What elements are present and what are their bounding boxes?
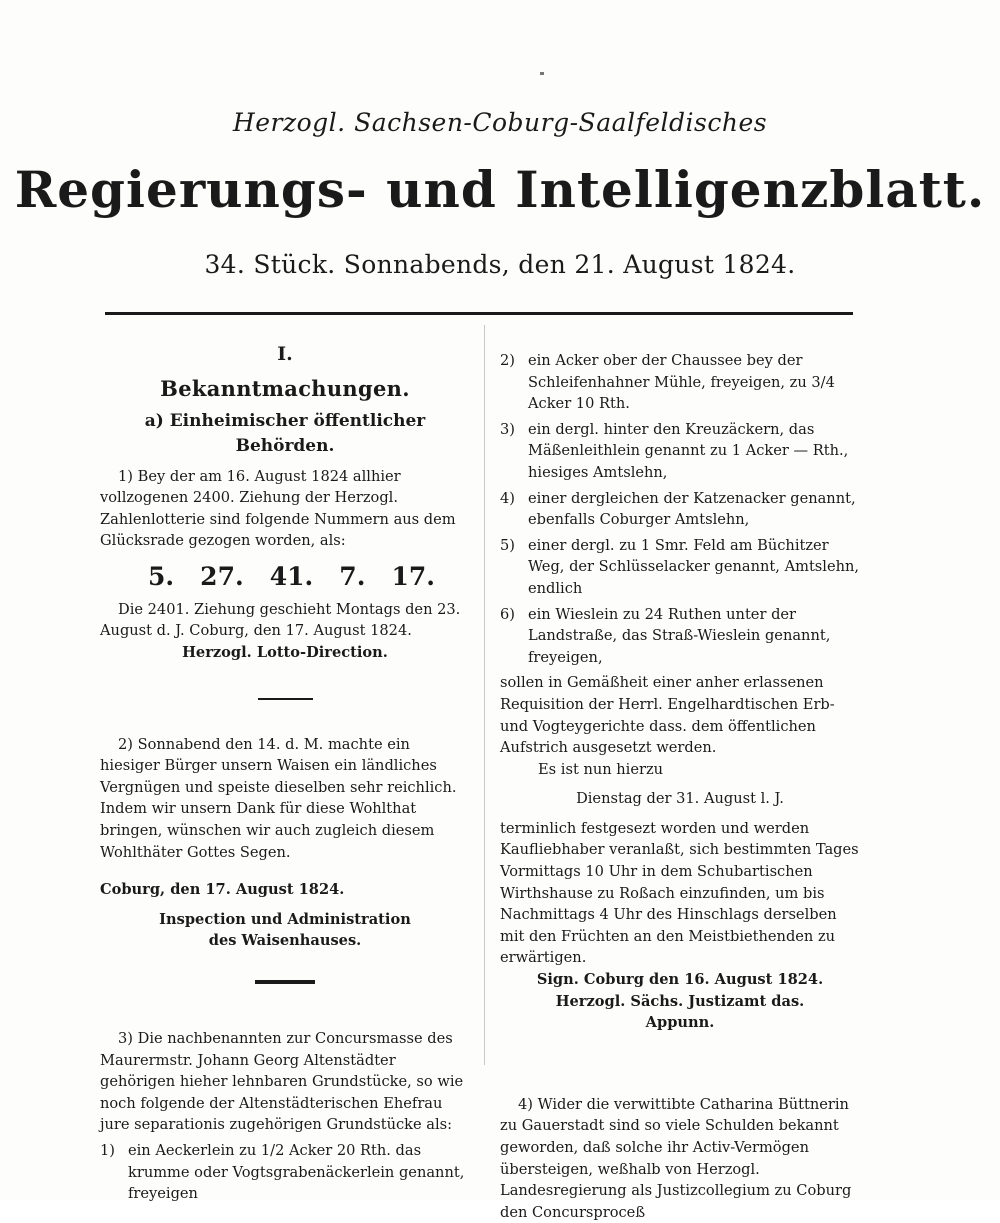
ink-speck <box>540 72 544 75</box>
property-item <box>500 350 860 415</box>
property-item-text: einer dergleichen der Katzenacker genannt, ebenfalls Coburger Amtslehn, <box>528 489 856 529</box>
column-separator <box>484 325 485 1065</box>
property-item-text: ein dergl. hinter den Kreuzäckern, das Mäßenleithlein genannt zu 1 Acker — Rth., hiesiges Amtslehn, <box>528 420 849 481</box>
property-item-number: 1) <box>100 1141 115 1159</box>
notice-1-signature: Herzogl. Lotto-Direction. <box>182 644 388 662</box>
right-column <box>500 350 860 1223</box>
lottery-number: 27. <box>200 561 244 591</box>
left-column <box>100 340 470 1209</box>
notice-2-signature-2: des Waisenhauses. <box>208 932 362 950</box>
auction-continuation: sollen in Gemäßheit einer anher erlassenen Requisition der Herrl. Engelhardtischen Erb- und Vogteygerichte dass. dem öffentlichen Aufstrich ausgesetzt werden. <box>500 674 835 757</box>
masthead-title: Regierungs- und Intelligenzblatt. <box>14 160 986 219</box>
header-rule <box>105 312 853 315</box>
notice-2-text: 2) Sonnabend den 14. d. M. machte ein hiesiger Bürger unsern Waisen ein ländliches Vergnügen und speiste dieselben sehr reichlich. Indem wir unsern Dank für diese Wohlthat bringen, wünschen wir auch zugleich diesem Wohlthäter Gottes Segen. <box>100 735 457 861</box>
auction-place-date: Sign. Coburg den 16. August 1824. <box>536 971 824 989</box>
property-item-text: ein Wieslein zu 24 Ruthen unter der Landstraße, das Straß-Wieslein genannt, freyeigen, <box>528 605 831 666</box>
property-item-text: ein Aeckerlein zu 1/2 Acker 20 Rth. das krumme oder Vogtsgrabenäckerlein genannt, freyeigen <box>128 1141 465 1203</box>
property-item-text: einer dergl. zu 1 Smr. Feld am Büchitzer Weg, der Schlüsselacker genannt, Amtslehn, endlich <box>528 536 860 597</box>
notice-4-text: 4) Wider die verwittibte Catharina Büttnerin zu Gauerstadt sind so viele Schulden bekannt geworden, daß solche ihr Activ-Vermögen übersteigen, weßhalb von Herzogl. Landesregierung als Justizcollegium zu Coburg den Concursproceß <box>500 1095 852 1221</box>
property-item <box>500 488 860 531</box>
section-number: I. <box>277 343 293 365</box>
lottery-number: 5. <box>148 561 175 591</box>
property-item <box>500 419 860 484</box>
masthead-publisher: Herzogl. Sachsen-Coburg-Saalfeldisches <box>232 108 768 137</box>
section-title: Bekanntmachungen. <box>160 376 410 402</box>
notice-divider <box>255 980 315 984</box>
notice-3-text: 3) Die nachbenannten zur Concursmasse des Maurermstr. Johann Georg Altenstädter gehörigen hieher lehnbaren Grundstücke, so wie noch folgende der Altenstädterischen Ehefrau jure separationis zugehörigen Grundstücke als: <box>100 1030 464 1134</box>
lottery-number: 7. <box>339 561 366 591</box>
property-item-number: 3) <box>500 420 515 438</box>
auction-hereto: Es ist nun hierzu <box>538 760 664 778</box>
auction-term-date: Dienstag der 31. August l. J. <box>576 790 784 808</box>
lottery-number: 41. <box>269 561 314 591</box>
lottery-number: 17. <box>391 561 435 591</box>
notice-divider <box>258 698 313 700</box>
auction-official: Appunn. <box>645 1014 715 1032</box>
notice-2-date: Coburg, den 17. August 1824. <box>100 881 345 899</box>
lottery-numbers <box>148 558 435 595</box>
notice-2-signature-1: Inspection und Administration <box>159 910 411 928</box>
auction-term-text: terminlich festgesezt worden und werden Kaufliebhaber veranlaßt, sich bestimmten Tages Vormittags 10 Uhr in dem Schubartischen Wirthshause zu Roßach einzufinden, um bis Nachmittags 4 Uhr des Hinschlags derselben mit den Früchten an den Meistbiethenden zu erwärtigen. <box>500 819 859 967</box>
subsection-title: a) Einheimischer öffentlicher Behörden. <box>144 411 426 457</box>
notice-1-after: Die 2401. Ziehung geschieht Montags den 23. August d. J. Coburg, den 17. August 1824. <box>100 600 461 640</box>
property-item <box>500 604 860 669</box>
property-item-number: 2) <box>500 352 515 369</box>
property-item <box>100 1140 470 1205</box>
auction-authority: Herzogl. Sächs. Justizamt das. <box>555 992 805 1010</box>
property-item-number: 4) <box>500 489 515 507</box>
notice-1-text: 1) Bey der am 16. August 1824 allhier vollzogenen 2400. Ziehung der Herzogl. Zahlenlotterie sind folgende Nummern aus dem Glücksrade gezogen worden, als: <box>100 467 456 550</box>
property-item-text: ein Acker ober der Chaussee bey der Schleifenhahner Mühle, freyeigen, zu 3/4 Acker 10 Rth. <box>528 352 835 413</box>
property-item-number: 6) <box>500 605 515 623</box>
issue-line: 34. Stück. Sonnabends, den 21. August 1824. <box>204 250 796 279</box>
property-item <box>500 535 860 600</box>
property-item-number: 5) <box>500 536 515 554</box>
